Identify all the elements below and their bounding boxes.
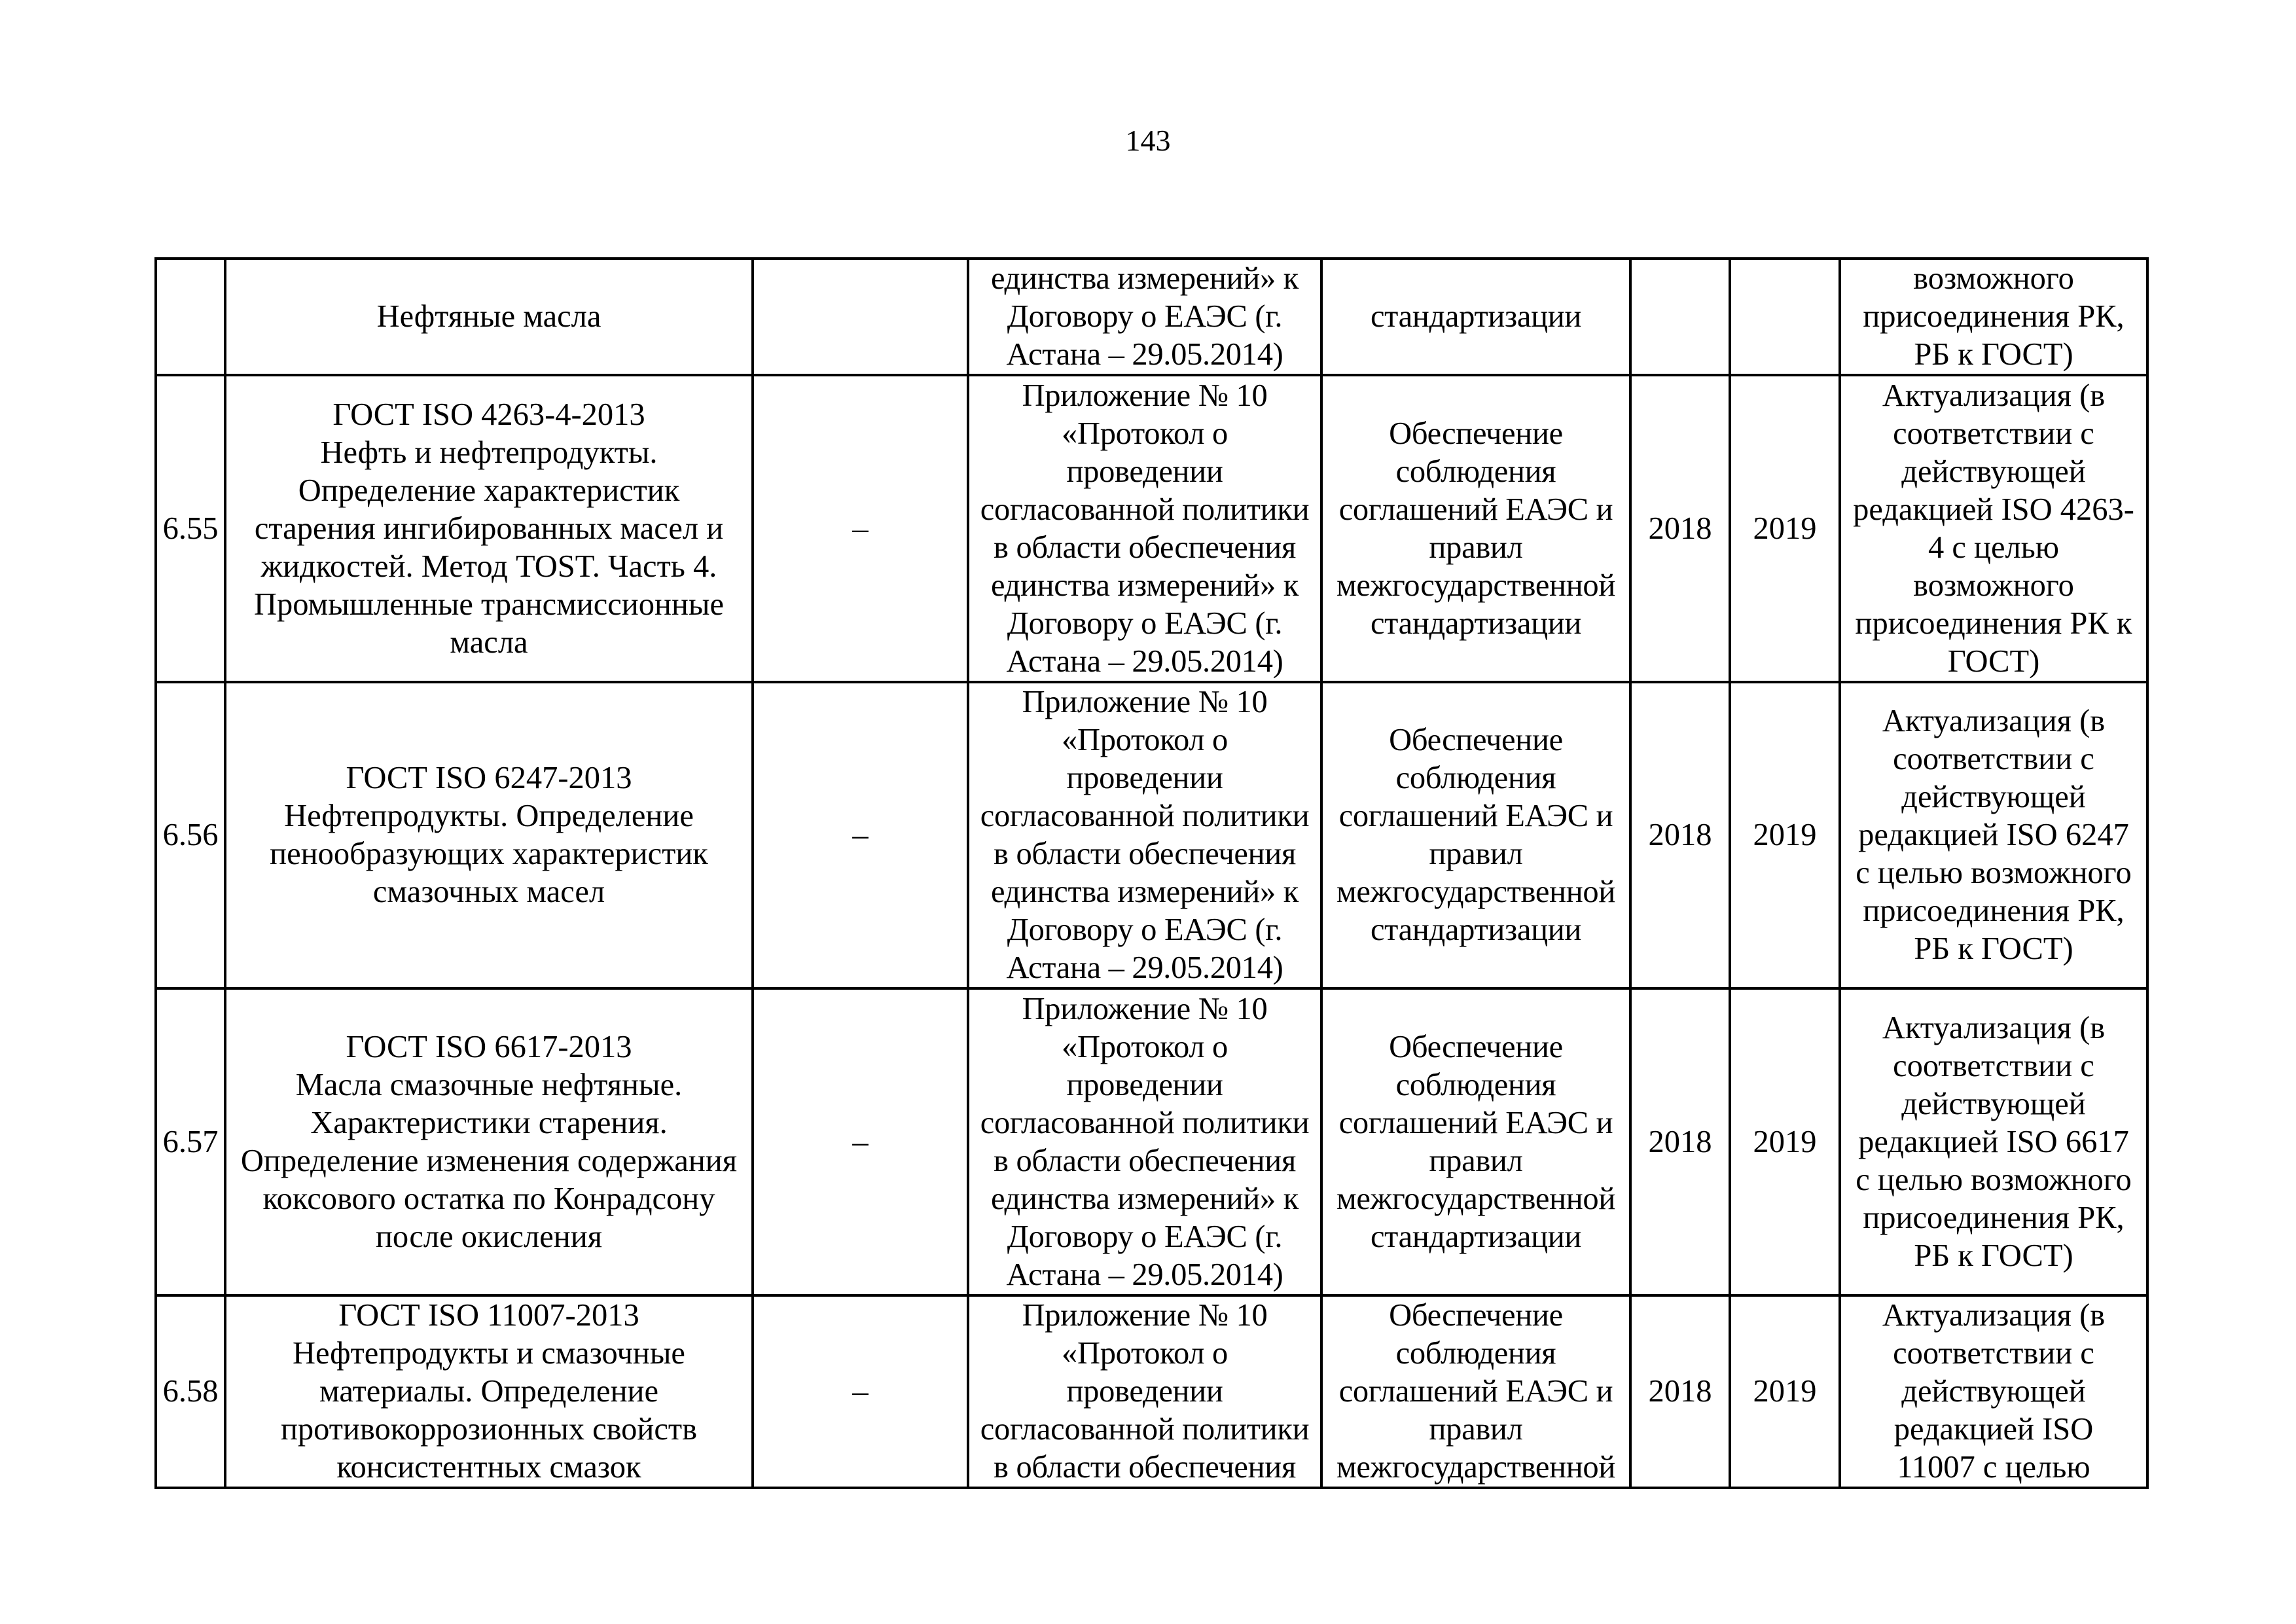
- purpose-cell: Обеспечение соблюдения соглашений ЕАЭС и правил межгосударственной: [1321, 1295, 1630, 1488]
- end-year-cell: 2019: [1730, 375, 1840, 682]
- start-year-cell: [1630, 259, 1730, 375]
- note-cell: Актуализация (в соответствии с действующей редакцией ISO 11007 с целью: [1840, 1295, 2147, 1488]
- row-number-cell: 6.55: [156, 375, 225, 682]
- basis-cell: Приложение № 10 «Протокол о проведении согласованной политики в области обеспечения единства измерений» к Договору о ЕАЭС (г. Астана – 29.05.2014): [968, 682, 1321, 988]
- basis-cell: Приложение № 10 «Протокол о проведении согласованной политики в области обеспечения: [968, 1295, 1321, 1488]
- replaced-cell: –: [753, 1295, 968, 1488]
- row-number-cell: 6.58: [156, 1295, 225, 1488]
- purpose-cell: Обеспечение соблюдения соглашений ЕАЭС и правил межгосударственной стандартизации: [1321, 375, 1630, 682]
- row-number-cell: 6.57: [156, 988, 225, 1295]
- table-row: [156, 988, 2147, 1295]
- note-cell: Актуализация (в соответствии с действующей редакцией ISO 6247 с целью возможного присоединения РК, РБ к ГОСТ): [1840, 682, 2147, 988]
- end-year-cell: [1730, 259, 1840, 375]
- purpose-cell: Обеспечение соблюдения соглашений ЕАЭС и правил межгосударственной стандартизации: [1321, 682, 1630, 988]
- note-cell: возможного присоединения РК, РБ к ГОСТ): [1840, 259, 2147, 375]
- basis-cell: единства измерений» к Договору о ЕАЭС (г. Астана – 29.05.2014): [968, 259, 1321, 375]
- replaced-cell: –: [753, 988, 968, 1295]
- row-number-cell: 6.56: [156, 682, 225, 988]
- purpose-cell: стандартизации: [1321, 259, 1630, 375]
- replaced-cell: [753, 259, 968, 375]
- basis-cell: Приложение № 10 «Протокол о проведении согласованной политики в области обеспечения единства измерений» к Договору о ЕАЭС (г. Астана – 29.05.2014): [968, 988, 1321, 1295]
- table-row: [156, 375, 2147, 682]
- replaced-cell: –: [753, 682, 968, 988]
- table-row: [156, 682, 2147, 988]
- note-cell: Актуализация (в соответствии с действующей редакцией ISO 6617 с целью возможного присоединения РК, РБ к ГОСТ): [1840, 988, 2147, 1295]
- standards-table: [154, 257, 2149, 1489]
- table-row: [156, 1295, 2147, 1488]
- standard-cell: ГОСТ ISO 11007-2013 Нефтепродукты и смазочные материалы. Определение противокоррозионных свойств консистентных смазок: [225, 1295, 753, 1488]
- standard-cell: Нефтяные масла: [225, 259, 753, 375]
- row-number-cell: [156, 259, 225, 375]
- page-number: 143: [1125, 124, 1171, 157]
- end-year-cell: 2019: [1730, 682, 1840, 988]
- standard-cell: ГОСТ ISO 6247-2013 Нефтепродукты. Определение пенообразующих характеристик смазочных масел: [225, 682, 753, 988]
- table-row: [156, 259, 2147, 375]
- replaced-cell: –: [753, 375, 968, 682]
- start-year-cell: 2018: [1630, 988, 1730, 1295]
- standard-cell: ГОСТ ISO 4263-4-2013 Нефть и нефтепродукты. Определение характеристик старения ингибированных масел и жидкостей. Метод TOST. Часть 4. Промышленные трансмиссионные масла: [225, 375, 753, 682]
- note-cell: Актуализация (в соответствии с действующей редакцией ISO 4263- 4 с целью возможного присоединения РК к ГОСТ): [1840, 375, 2147, 682]
- end-year-cell: 2019: [1730, 1295, 1840, 1488]
- start-year-cell: 2018: [1630, 682, 1730, 988]
- end-year-cell: 2019: [1730, 988, 1840, 1295]
- basis-cell: Приложение № 10 «Протокол о проведении согласованной политики в области обеспечения единства измерений» к Договору о ЕАЭС (г. Астана – 29.05.2014): [968, 375, 1321, 682]
- start-year-cell: 2018: [1630, 1295, 1730, 1488]
- standard-cell: ГОСТ ISO 6617-2013 Масла смазочные нефтяные. Характеристики старения. Определение изменения содержания коксового остатка по Конрадсону после окисления: [225, 988, 753, 1295]
- start-year-cell: 2018: [1630, 375, 1730, 682]
- purpose-cell: Обеспечение соблюдения соглашений ЕАЭС и правил межгосударственной стандартизации: [1321, 988, 1630, 1295]
